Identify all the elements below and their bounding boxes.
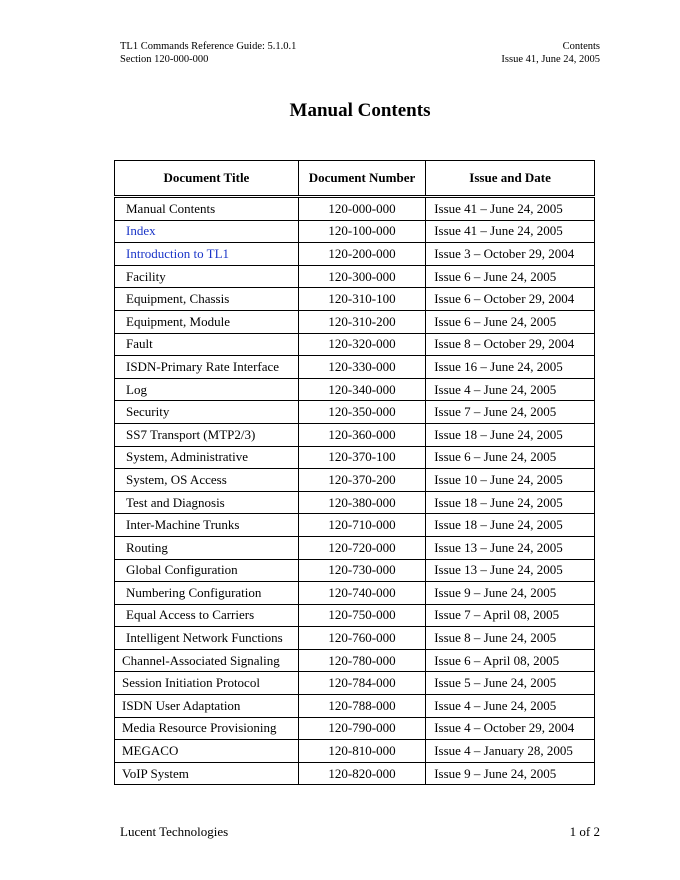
document-title-cell: ISDN User Adaptation (115, 695, 299, 718)
table-row (115, 627, 595, 650)
table-row (115, 446, 595, 469)
table-row (115, 378, 595, 401)
issue-date-cell: Issue 41 – June 24, 2005 (426, 197, 595, 221)
document-title-link[interactable]: Introduction to TL1 (126, 245, 230, 261)
issue-date-cell: Issue 6 – April 08, 2005 (426, 649, 595, 672)
document-number-cell: 120-750-000 (298, 604, 425, 627)
table-row (115, 695, 595, 718)
table-row (115, 265, 595, 288)
document-number-cell: 120-350-000 (298, 401, 425, 424)
table-row (115, 243, 595, 266)
table-header-row (115, 161, 595, 197)
issue-date-cell: Issue 8 – June 24, 2005 (426, 627, 595, 650)
issue-date-cell: Issue 9 – June 24, 2005 (426, 762, 595, 785)
column-header-number: Document Number (298, 161, 425, 197)
document-title-cell: Equipment, Chassis (115, 288, 299, 311)
document-title-cell: Global Configuration (115, 559, 299, 582)
document-title-cell: Equipment, Module (115, 310, 299, 333)
table-row (115, 220, 595, 243)
page-header-left (120, 40, 296, 66)
document-title-link[interactable]: Index (126, 223, 156, 239)
table-row (115, 717, 595, 740)
document-number-cell: 120-740-000 (298, 582, 425, 605)
document-number-cell: 120-810-000 (298, 740, 425, 763)
issue-date-cell: Issue 13 – June 24, 2005 (426, 536, 595, 559)
footer-page-number: 1 of 2 (569, 824, 600, 839)
table-row (115, 582, 595, 605)
page-header-right (501, 40, 600, 66)
document-number-cell: 120-200-000 (298, 243, 425, 266)
table-row (115, 356, 595, 379)
document-number-cell: 120-788-000 (298, 695, 425, 718)
table-row (115, 649, 595, 672)
document-title-cell: MEGACO (115, 740, 299, 763)
issue-date-cell: Issue 6 – June 24, 2005 (426, 265, 595, 288)
document-number-cell: 120-320-000 (298, 333, 425, 356)
issue-date-cell: Issue 18 – June 24, 2005 (426, 423, 595, 446)
document-title-cell: Numbering Configuration (115, 582, 299, 605)
document-number-cell: 120-310-100 (298, 288, 425, 311)
column-header-title: Document Title (115, 161, 299, 197)
column-header-issue: Issue and Date (426, 161, 595, 197)
issue-date-cell: Issue 6 – June 24, 2005 (426, 310, 595, 333)
document-title-cell: Equal Access to Carriers (115, 604, 299, 627)
document-number-cell: 120-710-000 (298, 514, 425, 537)
document-title-cell: Facility (115, 265, 299, 288)
document-number-cell: 120-780-000 (298, 649, 425, 672)
document-number-cell: 120-370-200 (298, 469, 425, 492)
document-title-cell: Fault (115, 333, 299, 356)
issue-date-cell: Issue 9 – June 24, 2005 (426, 582, 595, 605)
page-title: Manual Contents (289, 100, 431, 121)
issue-date-cell: Issue 10 – June 24, 2005 (426, 469, 595, 492)
header-section: Section 120-000-000 (120, 54, 209, 65)
issue-date-cell: Issue 41 – June 24, 2005 (426, 220, 595, 243)
document-title-cell: Test and Diagnosis (115, 491, 299, 514)
table-row (115, 469, 595, 492)
table-row (115, 740, 595, 763)
table-row (115, 604, 595, 627)
issue-date-cell: Issue 5 – June 24, 2005 (426, 672, 595, 695)
document-title-cell: Security (115, 401, 299, 424)
document-number-cell: 120-370-100 (298, 446, 425, 469)
document-title-cell: SS7 Transport (MTP2/3) (115, 423, 299, 446)
issue-date-cell: Issue 7 – April 08, 2005 (426, 604, 595, 627)
document-title-cell (115, 243, 299, 266)
table-row (115, 401, 595, 424)
issue-date-cell: Issue 4 – June 24, 2005 (426, 378, 595, 401)
footer-company: Lucent Technologies (120, 824, 229, 839)
issue-date-cell: Issue 13 – June 24, 2005 (426, 559, 595, 582)
table-row (115, 333, 595, 356)
document-number-cell: 120-300-000 (298, 265, 425, 288)
header-chapter: Contents (562, 41, 600, 52)
header-issue: Issue 41, June 24, 2005 (501, 54, 600, 65)
table-row (115, 672, 595, 695)
document-title-cell: System, OS Access (115, 469, 299, 492)
document-title-cell: ISDN-Primary Rate Interface (115, 356, 299, 379)
issue-date-cell: Issue 8 – October 29, 2004 (426, 333, 595, 356)
document-number-cell: 120-760-000 (298, 627, 425, 650)
table-row (115, 310, 595, 333)
table-row (115, 514, 595, 537)
table-row (115, 288, 595, 311)
document-number-cell: 120-100-000 (298, 220, 425, 243)
document-title-cell: Routing (115, 536, 299, 559)
document-number-cell: 120-330-000 (298, 356, 425, 379)
table-row (115, 536, 595, 559)
document-number-cell: 120-310-200 (298, 310, 425, 333)
table-row (115, 762, 595, 785)
table-row (115, 423, 595, 446)
document-title-cell: Media Resource Provisioning (115, 717, 299, 740)
document-title-cell: Channel-Associated Signaling (115, 649, 299, 672)
document-title-cell: Inter-Machine Trunks (115, 514, 299, 537)
document-number-cell: 120-790-000 (298, 717, 425, 740)
document-title-cell (115, 220, 299, 243)
issue-date-cell: Issue 4 – October 29, 2004 (426, 717, 595, 740)
document-number-cell: 120-720-000 (298, 536, 425, 559)
document-number-cell: 120-730-000 (298, 559, 425, 582)
document-number-cell: 120-380-000 (298, 491, 425, 514)
document-title-cell: Session Initiation Protocol (115, 672, 299, 695)
issue-date-cell: Issue 18 – June 24, 2005 (426, 491, 595, 514)
issue-date-cell: Issue 6 – October 29, 2004 (426, 288, 595, 311)
table-row (115, 197, 595, 221)
document-number-cell: 120-000-000 (298, 197, 425, 221)
issue-date-cell: Issue 18 – June 24, 2005 (426, 514, 595, 537)
document-title-cell: Manual Contents (115, 197, 299, 221)
document-number-cell: 120-340-000 (298, 378, 425, 401)
issue-date-cell: Issue 4 – June 24, 2005 (426, 695, 595, 718)
document-title-cell: VoIP System (115, 762, 299, 785)
header-guide-title: TL1 Commands Reference Guide: 5.1.0.1 (120, 41, 297, 52)
table-row (115, 559, 595, 582)
issue-date-cell: Issue 4 – January 28, 2005 (426, 740, 595, 763)
issue-date-cell: Issue 16 – June 24, 2005 (426, 356, 595, 379)
document-number-cell: 120-820-000 (298, 762, 425, 785)
document-number-cell: 120-360-000 (298, 423, 425, 446)
document-title-cell: Log (115, 378, 299, 401)
issue-date-cell: Issue 3 – October 29, 2004 (426, 243, 595, 266)
document-title-cell: Intelligent Network Functions (115, 627, 299, 650)
document-title-cell: System, Administrative (115, 446, 299, 469)
issue-date-cell: Issue 7 – June 24, 2005 (426, 401, 595, 424)
document-number-cell: 120-784-000 (298, 672, 425, 695)
issue-date-cell: Issue 6 – June 24, 2005 (426, 446, 595, 469)
table-row (115, 491, 595, 514)
contents-table (114, 160, 595, 785)
